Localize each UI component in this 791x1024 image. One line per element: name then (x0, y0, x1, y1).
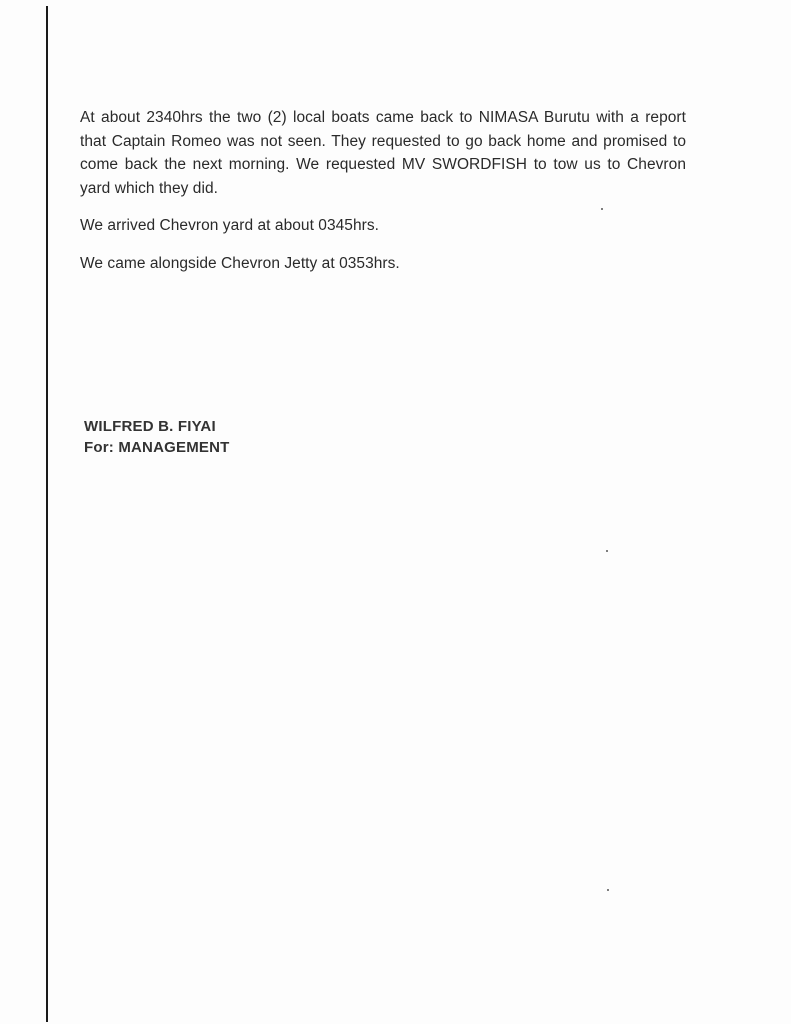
scan-speck (606, 550, 608, 552)
scan-speck (601, 208, 603, 210)
scan-speck (607, 889, 609, 891)
paragraph-arrival-yard: We arrived Chevron yard at about 0345hrs. (80, 217, 380, 234)
signatory-name: WILFRED B. FIYAI (84, 418, 216, 435)
document-body (80, 106, 686, 275)
paragraph-alongside-jetty: We came alongside Chevron Jetty at 0353hrs. (80, 254, 400, 272)
left-margin-line (46, 6, 48, 1022)
signature-block (84, 416, 484, 458)
signatory-for-line: For: MANAGEMENT (84, 439, 230, 456)
paragraph-boats-return: At about 2340hrs the two (2) local boats came back to NIMASA Burutu with a report that Captain Romeo was not seen. They requested to go back home and promised to come back the next morning. We requested MV SWORDFISH to tow us to Chevron yard which they did. (80, 109, 686, 197)
